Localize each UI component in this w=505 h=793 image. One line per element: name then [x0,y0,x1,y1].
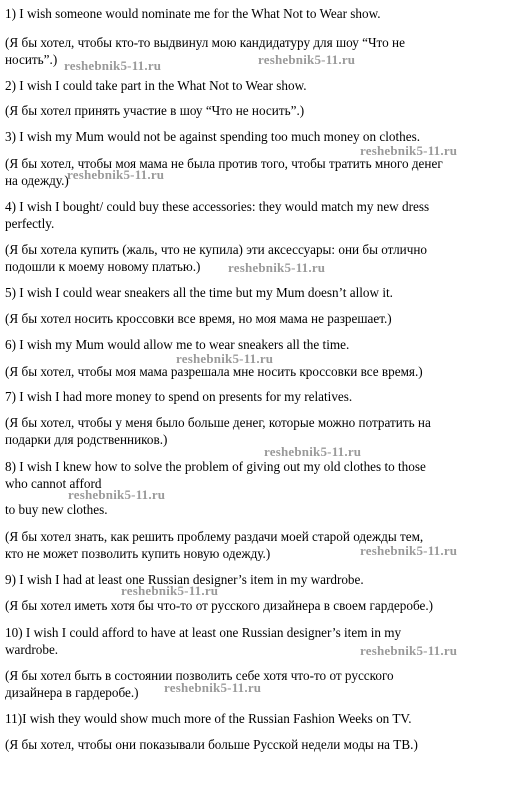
sentence-9-en: 9) I wish I had at least one Russian designer’s item in my wardrobe. [5,572,364,587]
sentence-8-ru-line-2: кто не может позволить купить новую одежду.) [5,546,271,561]
watermark: reshebnik5-11.ru [360,643,458,658]
watermark: reshebnik5-11.ru [164,680,262,695]
sentence-1-en: 1) I wish someone would nominate me for the What Not to Wear show. [5,6,381,21]
watermark: reshebnik5-11.ru [228,260,326,275]
watermark: reshebnik5-11.ru [64,58,162,73]
sentence-10-ru-line-2: дизайнера в гардеробе.) [5,685,139,700]
sentence-10-en-line-1: 10) I wish I could afford to have at least one Russian designer’s item in my [5,625,402,640]
sentence-1-ru-line-1: (Я бы хотел, чтобы кто-то выдвинул мою кандидатуру для шоу “Что не [5,35,405,50]
sentence-11-en: 11)I wish they would show much more of the Russian Fashion Weeks on TV. [5,711,412,726]
sentence-5-en: 5) I wish I could wear sneakers all the time but my Mum doesn’t allow it. [5,285,393,300]
watermark: reshebnik5-11.ru [258,52,356,67]
sentence-3-ru-line-1: (Я бы хотел, чтобы моя мама не была против того, чтобы тратить много денег [5,156,443,171]
sentence-10-ru-line-1: (Я бы хотел быть в состоянии позволить себе хотя что-то от русского [5,668,394,683]
sentence-5-ru: (Я бы хотел носить кроссовки все время, но моя мама не разрешает.) [5,311,392,326]
sentence-6-en: 6) I wish my Mum would allow me to wear sneakers all the time. [5,337,350,352]
sentence-7-en: 7) I wish I had more money to spend on presents for my relatives. [5,389,353,404]
sentence-10-en-line-2: wardrobe. [5,642,59,657]
watermark: reshebnik5-11.ru [121,583,219,598]
watermark: reshebnik5-11.ru [360,143,458,158]
sentence-4-ru-line-1: (Я бы хотела купить (жаль, что не купила) эти аксессуары: они бы отлично [5,242,428,257]
sentence-3-en: 3) I wish my Mum would not be against spending too much money on clothes. [5,129,420,144]
sentence-3-ru-line-2: на одежду.) [5,173,69,188]
sentence-8-en-line-2: who cannot afford [5,476,102,491]
sentence-7-ru-line-2: подарки для родственников.) [5,432,168,447]
watermark: reshebnik5-11.ru [264,444,362,459]
sentence-7-ru-line-1: (Я бы хотел, чтобы у меня было больше денег, которые можно потратить на [5,415,431,430]
sentence-4-en-line-2: perfectly. [5,216,55,231]
sentence-4-en-line-1: 4) I wish I bought/ could buy these accessories: they would match my new dress [5,199,430,214]
sentence-2-en: 2) I wish I could take part in the What Not to Wear show. [5,78,307,93]
sentence-11-ru: (Я бы хотел, чтобы они показывали больше Русской недели моды на ТВ.) [5,737,418,752]
sentence-2-ru: (Я бы хотел принять участие в шоу “Что не носить”.) [5,103,305,118]
sentence-6-ru: (Я бы хотел, чтобы моя мама разрешала мне носить кроссовки все время.) [5,364,423,379]
sentence-1-ru-line-2: носить”.) [5,52,58,67]
sentence-8-en-line-1: 8) I wish I knew how to solve the problem of giving out my old clothes to those [5,459,426,474]
watermark: reshebnik5-11.ru [68,487,166,502]
watermark: reshebnik5-11.ru [67,167,165,182]
sentence-4-ru-line-2: подошли к моему новому платью.) [5,259,201,274]
sentence-8-en-line-3: to buy new clothes. [5,502,108,517]
sentence-8-ru-line-1: (Я бы хотел знать, как решить проблему раздачи моей старой одежды тем, [5,529,424,544]
watermark: reshebnik5-11.ru [360,543,458,558]
watermark: reshebnik5-11.ru [176,351,274,366]
sentence-9-ru: (Я бы хотел иметь хотя бы что-то от русского дизайнера в своем гардеробе.) [5,598,434,613]
